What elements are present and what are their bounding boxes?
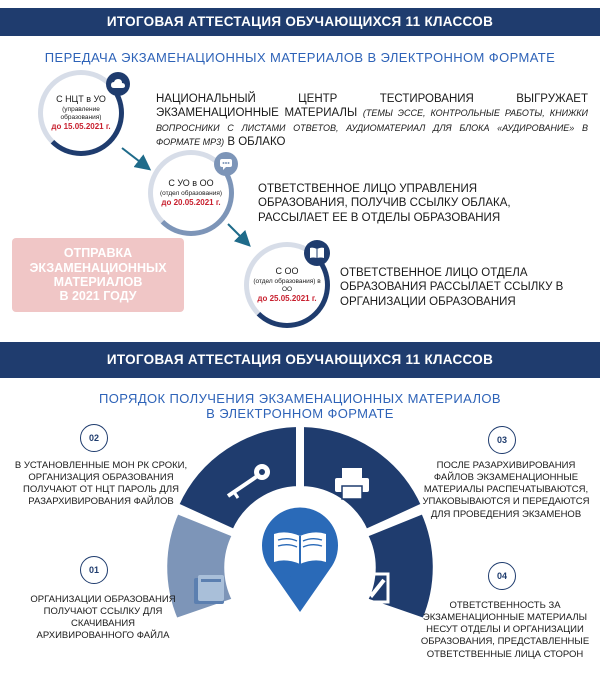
folder-icon [192,574,228,611]
bottom-banner: ИТОГОВАЯ АТТЕСТАЦИЯ ОБУЧАЮЩИХСЯ 11 КЛАССОВ [0,342,600,378]
step-date-2: до 20.05.2021 г. [161,197,221,207]
step-circle-3: С ОО (отдел образования) в ОО до 25.05.2021 г. [244,242,330,328]
checkbox-icon [358,572,390,609]
step-circle-1: С НЦТ в УО (управление образования) до 15.05.2021 г. [38,70,124,156]
step-circle-2: С УО в ОО (отдел образования) до 20.05.2021 г. [148,150,234,236]
step-text-03: ПОСЛЕ РАЗАРХИВИРОВАНИЯ ФАЙЛОВ ЭКЗАМЕНАЦИОННЫЕ МАТЕРИАЛЫ РАСПЕЧАТЫВАЮТСЯ, УПАКОВЫВАЮТСЯ И ПЕРЕДАЮТСЯ ДЛЯ ПРОВЕДЕНИЯ ЭКЗАМЕНОВ [422,460,590,520]
sending-2021-box: ОТПРАВКА ЭКЗАМЕНАЦИОННЫХ МАТЕРИАЛОВ В 2021 ГОДУ [12,238,184,312]
step-number-02: 02 [80,424,108,452]
bottom-subtitle-2: В ЭЛЕКТРОННОМ ФОРМАТЕ [206,406,394,421]
step-text-04: ОТВЕТСТВЕННОСТЬ ЗА ЭКЗАМЕНАЦИОННЫЕ МАТЕРИАЛЫ НЕСУТ ОТДЕЛЫ И ОРГАНИЗАЦИИ ОБРАЗОВАНИЯ, ПРЕДСТАВЛЕННЫЕ ОТВЕТСТВЕННЫЕ ЛИЦА СТОРОН [420,600,590,660]
step-text-01: ОРГАНИЗАЦИИ ОБРАЗОВАНИЯ ПОЛУЧАЮТ ССЫЛКУ ДЛЯ СКАЧИВАНИЯ АРХИВИРОВАННОГО ФАЙЛА [30,594,176,642]
desc-step-3: ОТВЕТСТВЕННОЕ ЛИЦО ОТДЕЛА ОБРАЗОВАНИЯ РАССЫЛАЕТ ССЫЛКУ В ОРГАНИЗАЦИИ ОБРАЗОВАНИЯ [340,267,564,308]
top-banner: ИТОГОВАЯ АТТЕСТАЦИЯ ОБУЧАЮЩИХСЯ 11 КЛАССОВ [0,8,600,36]
step-number-04: 04 [488,562,516,590]
step-number-01: 01 [80,556,108,584]
step-text-02: В УСТАНОВЛЕННЫЕ МОН РК СРОКИ, ОРГАНИЗАЦИЯ ОБРАЗОВАНИЯ ПОЛУЧАЮТ ОТ НЦТ ПАРОЛЬ ДЛЯ РАЗАРХИВИРОВАНИЯ ФАЙЛОВ [14,460,188,508]
step-date-3: до 25.05.2021 г. [257,293,317,303]
desc-step-2: ОТВЕТСТВЕННОЕ ЛИЦО УПРАВЛЕНИЯ ОБРАЗОВАНИЯ, ПОЛУЧИВ ССЫЛКУ ОБЛАКА, РАССЫЛАЕТ ЕЕ В ОТДЕЛЫ ОБРАЗОВАНИЯ [258,183,511,224]
step-number-03: 03 [488,426,516,454]
open-book-icon [272,530,328,571]
key-icon [222,462,272,507]
printer-icon [334,468,370,505]
desc-step-1: НАЦИОНАЛЬНЫЙ ЦЕНТР ТЕСТИРОВАНИЯ ВЫГРУЖАЕТ ЭКЗАМЕНАЦИОННЫЕ МАТЕРИАЛЫ (ТЕМЫ ЭССЕ, КОНТРОЛЬНЫЕ РАБОТЫ, КНИЖКИ ВОПРОСНИКИ С ЛИСТАМИ ОТВЕТОВ, АУДИОМАТЕРИАЛ ДЛЯ БЛОКА «АУДИРОВАНИЕ» В ФОРМАТЕ МР3) В ОБЛАКО [156,93,588,149]
step-date-1: до 15.05.2021 г. [51,121,111,131]
top-subtitle: ПЕРЕДАЧА ЭКЗАМЕНАЦИОННЫХ МАТЕРИАЛОВ В ЭЛЕКТРОННОМ ФОРМАТЕ [44,50,556,65]
bottom-subtitle-1: ПОРЯДОК ПОЛУЧЕНИЯ ЭКЗАМЕНАЦИОННЫХ МАТЕРИАЛОВ [99,391,501,406]
